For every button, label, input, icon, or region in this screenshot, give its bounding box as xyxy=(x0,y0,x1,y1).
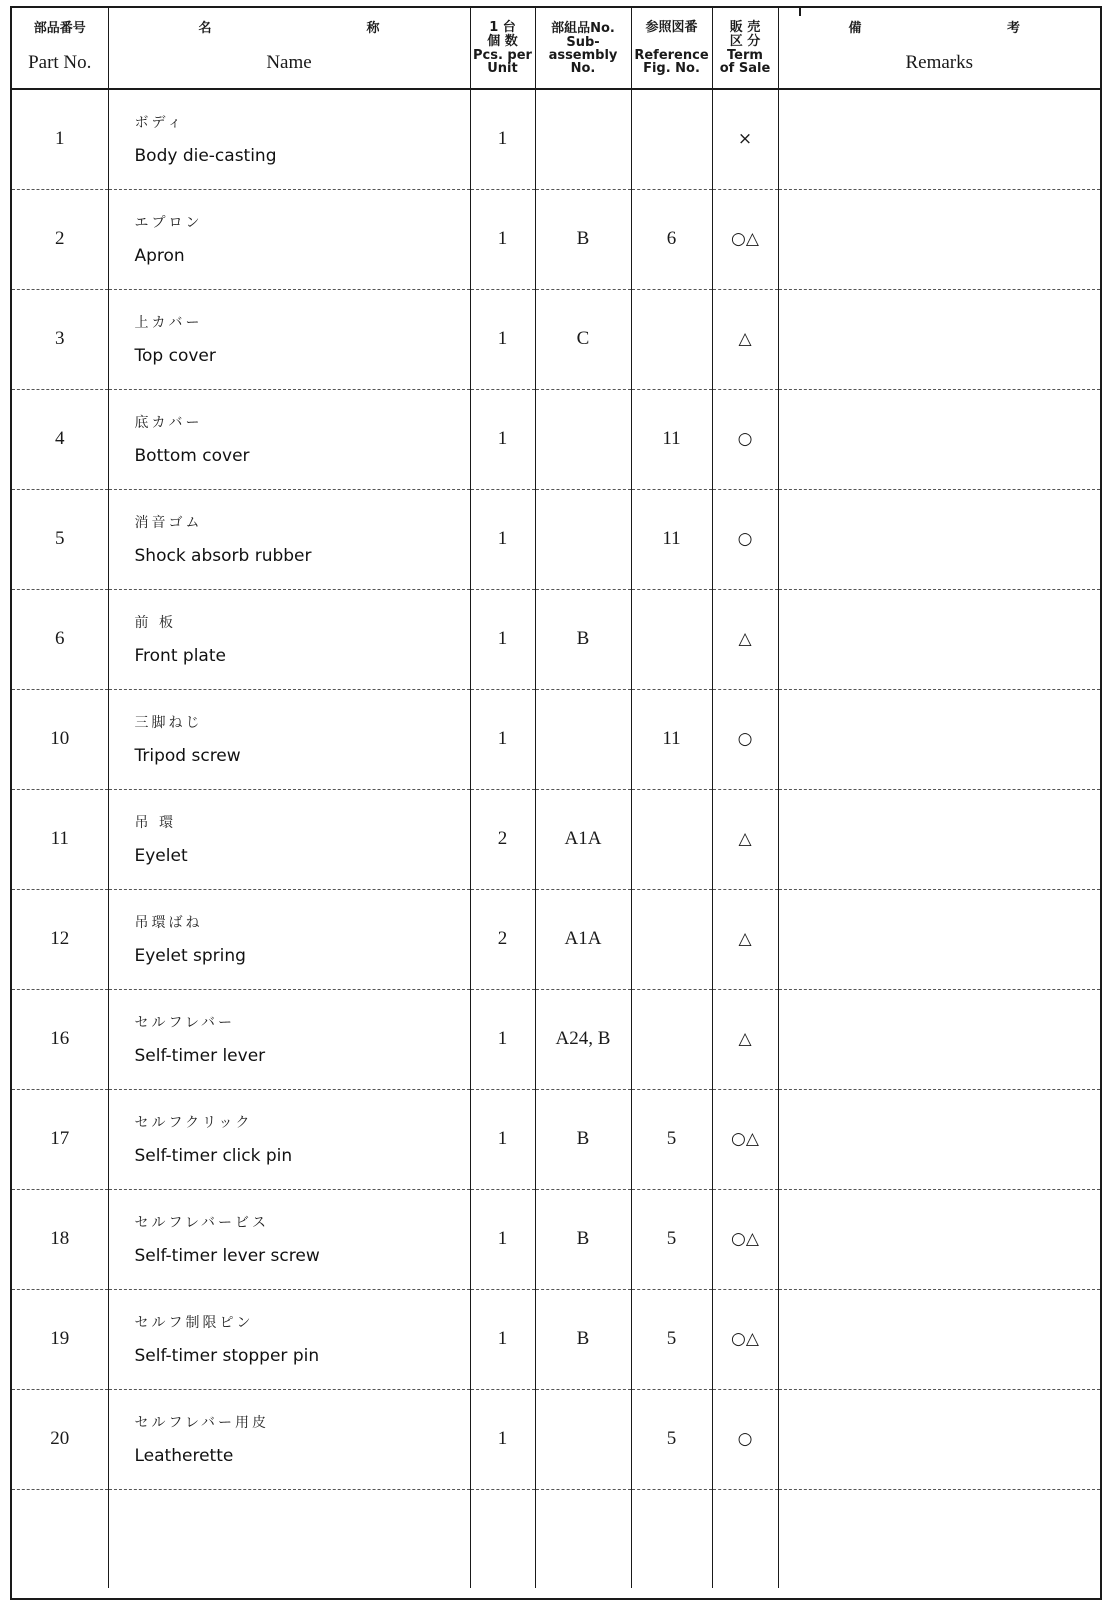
blank-cell xyxy=(12,1489,108,1588)
part-no-cell: 16 xyxy=(12,989,108,1089)
pcs-cell: 1 xyxy=(470,1089,535,1189)
header-pcs-per-unit xyxy=(470,8,535,89)
name-en: Apron xyxy=(134,246,185,266)
pcs-cell: 2 xyxy=(470,789,535,889)
term-of-sale-cell: × xyxy=(712,89,778,189)
sub-assembly-cell: B xyxy=(535,589,631,689)
name-en: Eyelet spring xyxy=(134,946,246,966)
pcs-cell: 1 xyxy=(470,589,535,689)
sub-assembly-cell: B xyxy=(535,1289,631,1389)
name-cell xyxy=(108,889,470,989)
remarks-cell xyxy=(778,789,1100,889)
part-no-cell: 6 xyxy=(12,589,108,689)
header-name-jp-left: 名 xyxy=(198,21,212,36)
name-cell xyxy=(108,89,470,189)
remarks-cell xyxy=(778,989,1100,1089)
term-of-sale-cell: ○△ xyxy=(712,1189,778,1289)
table-row xyxy=(12,889,1100,989)
reference-fig-cell: 11 xyxy=(631,489,712,589)
header-term-jp-1: 販 売 xyxy=(729,20,761,35)
term-of-sale-cell: ○△ xyxy=(712,189,778,289)
remarks-cell xyxy=(778,189,1100,289)
part-no-cell: 19 xyxy=(12,1289,108,1389)
pcs-cell: 1 xyxy=(470,389,535,489)
reference-fig-cell: 6 xyxy=(631,189,712,289)
name-en: Eyelet xyxy=(134,846,188,866)
name-jp: セルフレバー xyxy=(134,1015,235,1031)
reference-fig-cell: 5 xyxy=(631,1289,712,1389)
header-name-en: Name xyxy=(266,52,312,73)
reference-fig-cell xyxy=(631,889,712,989)
name-jp: 吊 環 xyxy=(134,815,176,831)
name-en: Tripod screw xyxy=(134,746,241,766)
header-term-jp-2: 区 分 xyxy=(729,34,761,49)
pcs-cell: 1 xyxy=(470,89,535,189)
header-part-no xyxy=(12,8,108,89)
part-no-cell: 17 xyxy=(12,1089,108,1189)
header-ref-en-1: Reference xyxy=(634,48,709,63)
name-en: Leatherette xyxy=(134,1446,234,1466)
remarks-cell xyxy=(778,1089,1100,1189)
header-term-en-1: Term xyxy=(727,48,763,63)
part-no-cell: 3 xyxy=(12,289,108,389)
name-jp: ボディ xyxy=(134,115,185,132)
part-no-cell: 4 xyxy=(12,389,108,489)
remarks-cell xyxy=(778,1389,1100,1489)
term-of-sale-cell: △ xyxy=(712,289,778,389)
reference-fig-cell: 5 xyxy=(631,1189,712,1289)
remarks-cell xyxy=(778,389,1100,489)
term-of-sale-cell: △ xyxy=(712,889,778,989)
remarks-cell xyxy=(778,489,1100,589)
sub-assembly-cell: B xyxy=(535,1189,631,1289)
term-of-sale-cell: △ xyxy=(712,789,778,889)
remarks-cell xyxy=(778,1289,1100,1389)
table-row xyxy=(12,1389,1100,1489)
name-cell xyxy=(108,1389,470,1489)
part-no-cell: 5 xyxy=(12,489,108,589)
header-pcs-en-1: Pcs. per xyxy=(473,48,532,63)
reference-fig-cell xyxy=(631,289,712,389)
header-term-of-sale xyxy=(712,8,778,89)
name-cell xyxy=(108,389,470,489)
table-row xyxy=(12,89,1100,189)
header-sub-en-1: Sub- xyxy=(566,34,600,50)
table-row xyxy=(12,789,1100,889)
reference-fig-cell xyxy=(631,89,712,189)
remarks-cell xyxy=(778,889,1100,989)
sub-assembly-cell: A1A xyxy=(535,789,631,889)
header-remarks-jp-right: 考 xyxy=(1006,21,1020,36)
name-en: Shock absorb rubber xyxy=(134,546,312,566)
sub-assembly-cell xyxy=(535,389,631,489)
name-cell xyxy=(108,789,470,889)
parts-table-body xyxy=(12,89,1100,1588)
header-remarks-jp-left: 備 xyxy=(848,21,862,36)
name-jp: セルフレバービス xyxy=(134,1215,269,1231)
pcs-cell: 1 xyxy=(470,189,535,289)
header-name-jp-right: 称 xyxy=(366,21,380,36)
reference-fig-cell xyxy=(631,589,712,689)
name-cell xyxy=(108,489,470,589)
part-no-cell: 1 xyxy=(12,89,108,189)
table-row xyxy=(12,689,1100,789)
sub-assembly-cell xyxy=(535,489,631,589)
top-edge-mark xyxy=(799,8,801,16)
name-en: Self-timer click pin xyxy=(134,1146,293,1166)
pcs-cell: 1 xyxy=(470,989,535,1089)
sub-assembly-cell xyxy=(535,689,631,789)
header-name xyxy=(108,8,470,89)
remarks-cell xyxy=(778,689,1100,789)
name-cell xyxy=(108,1089,470,1189)
parts-list-sheet xyxy=(10,6,1102,1600)
name-jp: セルフクリック xyxy=(134,1115,253,1131)
header-ref-jp: 参照図番 xyxy=(645,20,698,35)
header-remarks xyxy=(778,8,1100,89)
name-cell xyxy=(108,1189,470,1289)
term-of-sale-cell: ○ xyxy=(712,389,778,489)
name-jp: 吊環ばね xyxy=(134,915,203,931)
name-jp: エプロン xyxy=(134,215,203,231)
blank-cell xyxy=(108,1489,470,1588)
table-row xyxy=(12,1189,1100,1289)
name-jp: 三脚ねじ xyxy=(134,715,203,731)
name-cell xyxy=(108,189,470,289)
term-of-sale-cell: △ xyxy=(712,989,778,1089)
name-en: Top cover xyxy=(134,346,216,366)
blank-cell xyxy=(778,1489,1100,1588)
blank-cell xyxy=(470,1489,535,1588)
header-term-en-2: of Sale xyxy=(719,61,771,76)
table-row xyxy=(12,389,1100,489)
pcs-cell: 1 xyxy=(470,489,535,589)
table-row xyxy=(12,189,1100,289)
part-no-cell: 12 xyxy=(12,889,108,989)
table-row xyxy=(12,589,1100,689)
sub-assembly-cell: A1A xyxy=(535,889,631,989)
pcs-cell: 1 xyxy=(470,1189,535,1289)
sub-assembly-cell xyxy=(535,89,631,189)
name-en: Bottom cover xyxy=(134,446,250,466)
name-en: Front plate xyxy=(134,646,226,666)
reference-fig-cell: 11 xyxy=(631,689,712,789)
reference-fig-cell xyxy=(631,989,712,1089)
pcs-cell: 2 xyxy=(470,889,535,989)
name-cell xyxy=(108,1289,470,1389)
sub-assembly-cell: C xyxy=(535,289,631,389)
table-header-row xyxy=(12,8,1100,89)
name-jp: 上カバー xyxy=(134,315,203,331)
name-jp: セルフ制限ピン xyxy=(134,1315,254,1331)
table-row xyxy=(12,989,1100,1089)
name-jp: 前 板 xyxy=(134,615,176,631)
name-jp: 底カバー xyxy=(134,415,203,431)
name-cell xyxy=(108,689,470,789)
term-of-sale-cell: △ xyxy=(712,589,778,689)
header-reference-fig xyxy=(631,8,712,89)
blank-cell xyxy=(712,1489,778,1588)
reference-fig-cell: 5 xyxy=(631,1089,712,1189)
remarks-cell xyxy=(778,289,1100,389)
term-of-sale-cell: ○ xyxy=(712,689,778,789)
pcs-cell: 1 xyxy=(470,289,535,389)
part-no-cell: 2 xyxy=(12,189,108,289)
header-ref-en-2: Fig. No. xyxy=(643,61,700,76)
sub-assembly-cell: B xyxy=(535,1089,631,1189)
name-cell xyxy=(108,589,470,689)
name-jp: 消音ゴム xyxy=(134,515,203,531)
part-no-cell: 11 xyxy=(12,789,108,889)
remarks-cell xyxy=(778,1189,1100,1289)
pcs-cell: 1 xyxy=(470,1289,535,1389)
name-cell xyxy=(108,289,470,389)
pcs-cell: 1 xyxy=(470,689,535,789)
table-row xyxy=(12,1089,1100,1189)
name-jp: セルフレバー用皮 xyxy=(134,1415,269,1431)
blank-row xyxy=(12,1489,1100,1588)
table-row xyxy=(12,1289,1100,1389)
part-no-cell: 10 xyxy=(12,689,108,789)
pcs-cell: 1 xyxy=(470,1389,535,1489)
sub-assembly-cell: A24, B xyxy=(535,989,631,1089)
header-pcs-en-2: Unit xyxy=(487,61,518,76)
part-no-cell: 18 xyxy=(12,1189,108,1289)
term-of-sale-cell: ○△ xyxy=(712,1289,778,1389)
reference-fig-cell: 11 xyxy=(631,389,712,489)
blank-cell xyxy=(631,1489,712,1588)
reference-fig-cell: 5 xyxy=(631,1389,712,1489)
table-row xyxy=(12,489,1100,589)
header-sub-en-2: assembly xyxy=(548,47,618,63)
term-of-sale-cell: ○ xyxy=(712,489,778,589)
remarks-cell xyxy=(778,589,1100,689)
remarks-cell xyxy=(778,89,1100,189)
table-row xyxy=(12,289,1100,389)
term-of-sale-cell: ○△ xyxy=(712,1089,778,1189)
term-of-sale-cell: ○ xyxy=(712,1389,778,1489)
name-en: Self-timer lever screw xyxy=(134,1246,320,1266)
sub-assembly-cell: B xyxy=(535,189,631,289)
header-part-no-jp: 部品番号 xyxy=(33,21,86,36)
reference-fig-cell xyxy=(631,789,712,889)
header-sub-en-3: No. xyxy=(570,60,596,76)
sub-assembly-cell xyxy=(535,1389,631,1489)
blank-cell xyxy=(535,1489,631,1588)
header-pcs-jp-2: 個 数 xyxy=(487,34,518,49)
header-pcs-jp-1: 1 台 xyxy=(489,20,516,35)
name-en: Self-timer stopper pin xyxy=(134,1346,320,1366)
part-no-cell: 20 xyxy=(12,1389,108,1489)
name-cell xyxy=(108,989,470,1089)
header-remarks-en: Remarks xyxy=(905,52,974,73)
name-en: Body die-casting xyxy=(134,146,277,167)
header-sub-assembly xyxy=(535,8,631,89)
parts-table xyxy=(12,8,1100,1588)
name-en: Self-timer lever xyxy=(134,1046,266,1066)
header-sub-jp: 部組品No. xyxy=(551,20,615,36)
header-part-no-en: Part No. xyxy=(28,52,92,73)
